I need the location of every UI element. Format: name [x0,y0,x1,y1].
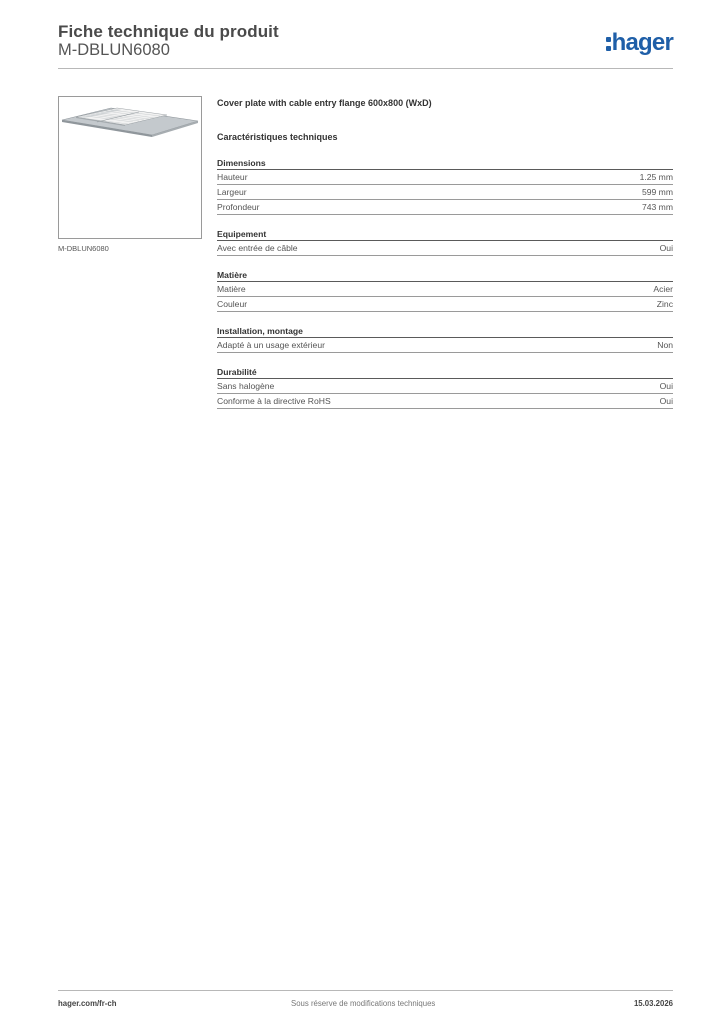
spec-row [217,297,673,312]
product-reference: M-DBLUN6080 [58,41,170,59]
section-title: Durabilité [217,366,673,379]
logo-text: hager [611,29,673,56]
spec-label: Sans halogène [217,381,275,391]
section-title: Dimensions [217,157,673,170]
footer-website-link[interactable]: hager.com/fr-ch [58,999,117,1008]
spec-label: Conforme à la directive RoHS [217,396,331,406]
spec-value: Non [657,340,673,350]
spec-value: 599 mm [641,187,673,197]
specs-heading: Caractéristiques techniques [217,132,338,142]
page-header [58,20,673,70]
spec-value: Oui [659,381,673,391]
spec-value: Oui [659,243,673,253]
spec-label: Couleur [217,299,248,309]
spec-label: Avec entrée de câble [217,243,298,253]
spec-label: Profondeur [217,202,260,212]
spec-label: Adapté à un usage extérieur [217,340,325,350]
spec-section-matiere [217,269,673,312]
footer-notice: Sous réserve de modifications techniques [291,999,436,1008]
spec-content [217,96,673,409]
section-title: Installation, montage [217,325,673,338]
spec-value: Acier [653,284,673,294]
spec-row [217,200,673,215]
spec-row [217,379,673,394]
spec-section-durabilite [217,366,673,409]
spec-section-equipement [217,228,673,256]
spec-row [217,394,673,409]
section-title: Matière [217,269,673,282]
hager-logo [606,29,673,57]
spec-value: Zinc [656,299,673,309]
spec-section-installation [217,325,673,353]
page-title: Fiche technique du produit [58,22,279,41]
spec-section-dimensions [217,157,673,215]
cover-plate-illustration [59,97,201,238]
spec-label: Largeur [217,187,247,197]
footer-divider [58,990,673,991]
spec-row [217,241,673,256]
footer-date: 15.03.2026 [633,999,673,1008]
product-description: Cover plate with cable entry flange 600x800 (WxD) [217,98,432,108]
spec-row [217,185,673,200]
spec-value: 743 mm [641,202,673,212]
spec-row [217,338,673,353]
header-divider [58,68,673,69]
spec-value: 1.25 mm [639,172,673,182]
spec-row [217,170,673,185]
spec-row [217,282,673,297]
spec-label: Hauteur [217,172,248,182]
product-image [58,96,202,239]
spec-label: Matière [217,284,246,294]
image-caption: M-DBLUN6080 [58,244,109,253]
section-title: Equipement [217,228,673,241]
logo-dots-icon [606,33,611,51]
spec-value: Oui [659,396,673,406]
